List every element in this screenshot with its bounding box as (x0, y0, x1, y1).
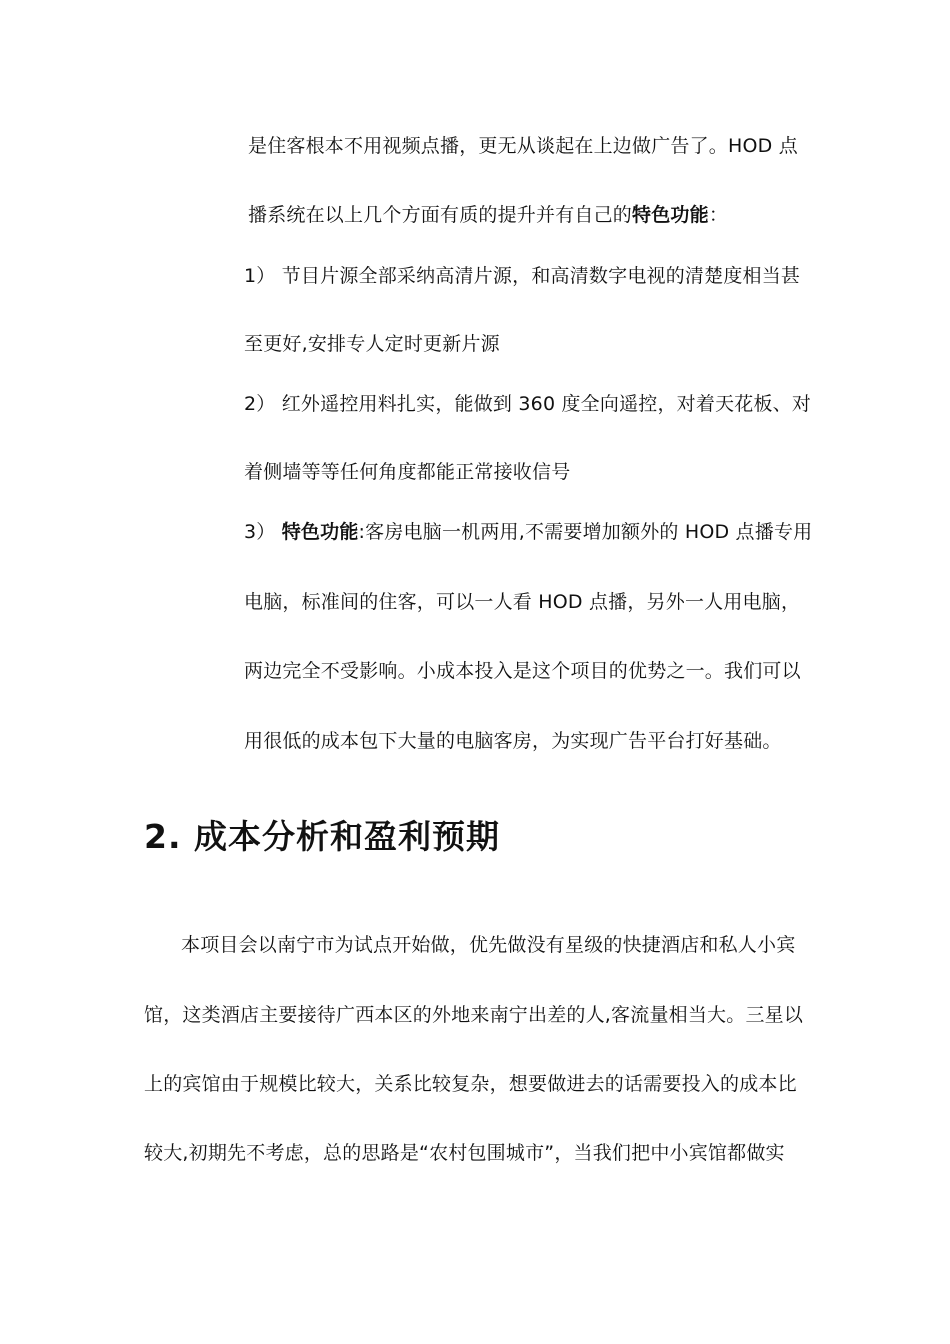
feature-item-3-line-2: 电脑，标准间的住客，可以一人看 HOD 点播，另外一人用电脑， (244, 591, 801, 613)
feature-item-1-line-1: 1） 节目片源全部采纳高清片源，和高清数字电视的清楚度相当甚 (244, 265, 801, 287)
section-paragraph-line-3: 上的宾馆由于规模比较大，关系比较复杂，想要做进去的话需要投入的成本比 (144, 1073, 797, 1095)
intro-line-1: 是住客根本不用视频点播，更无从谈起在上边做广告了。HOD 点 (248, 135, 798, 157)
feature-item-1-line-2: 至更好,安排专人定时更新片源 (244, 333, 500, 355)
section-paragraph-line-2: 馆，这类酒店主要接待广西本区的外地来南宁出差的人,客流量相当大。三星以 (144, 1004, 804, 1026)
feature-item-3-line-3: 两边完全不受影响。小成本投入是这个项目的优势之一。我们可以 (244, 660, 801, 682)
intro-line-2 (248, 203, 728, 227)
intro-line-2-colon: ： (708, 204, 729, 226)
feature-item-3-text: :客房电脑一机两用,不需要增加额外的 HOD 点播专用 (358, 521, 813, 543)
feature-item-3-line-4: 用很低的成本包下大量的电脑客房，为实现广告平台打好基础。 (244, 730, 782, 752)
feature-highlight: 特色功能 (632, 204, 709, 226)
feature-item-3-number: 3） (244, 521, 282, 543)
feature-item-2-line-2: 着侧墙等等任何角度都能正常接收信号 (244, 461, 571, 483)
feature-item-3-line-1 (244, 520, 812, 544)
section-heading: 2. 成本分析和盈利预期 (144, 817, 500, 856)
section-paragraph-line-1: 本项目会以南宁市为试点开始做，优先做没有星级的快捷酒店和私人小宾 (181, 934, 796, 956)
feature-item-2-line-1: 2） 红外遥控用料扎实，能做到 360 度全向遥控，对着天花板、对 (244, 393, 812, 415)
intro-line-2-text: 播系统在以上几个方面有质的提升并有自己的 (248, 204, 633, 226)
section-paragraph-line-4: 较大,初期先不考虑，总的思路是“农村包围城市”，当我们把中小宾馆都做实 (144, 1142, 785, 1164)
feature-item-3-bold: 特色功能 (281, 521, 359, 543)
